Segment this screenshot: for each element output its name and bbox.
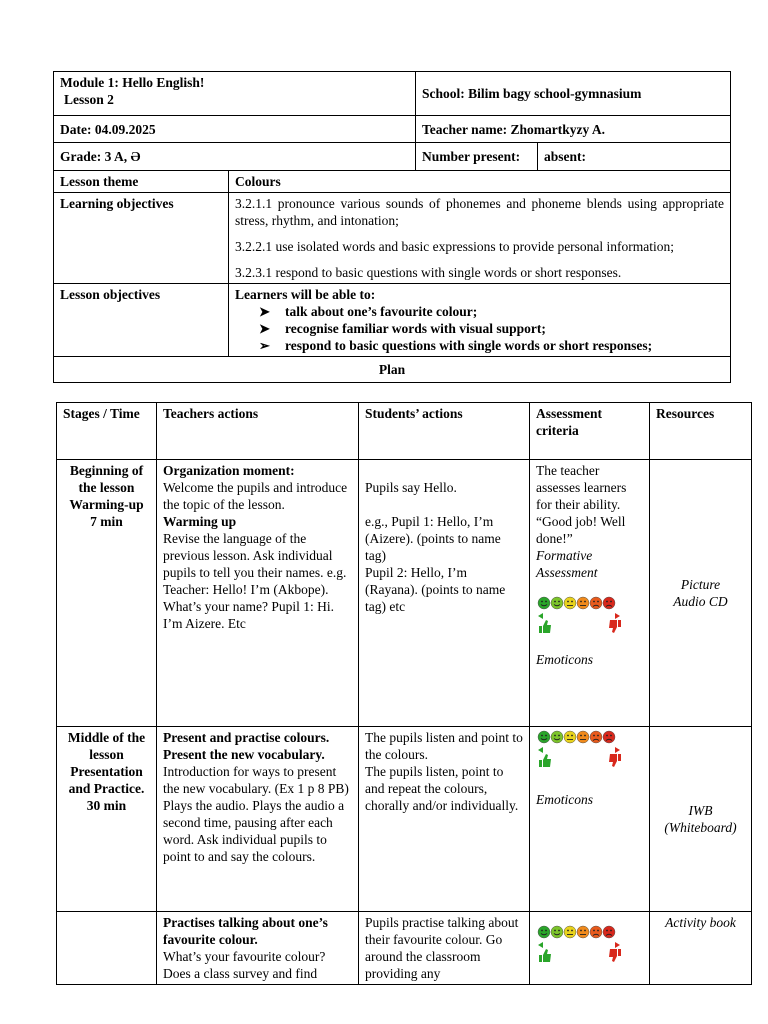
smiley-face-icon	[538, 731, 550, 743]
lesson-number: Lesson 2	[64, 92, 114, 107]
teacher-title: Present the new vocabulary.	[163, 747, 325, 762]
resources-cell	[650, 912, 752, 985]
assessment-cell	[530, 460, 650, 727]
assessment-quote: “Good job! Well done!”	[536, 514, 626, 546]
learning-objective: 3.2.1.1 pronounce various sounds of phonemes and phoneme blends using appropriate stress, rhythm, and intonation;	[235, 196, 725, 228]
lesson-objectives-label: Lesson objectives	[54, 284, 229, 357]
resources-cell	[650, 460, 752, 727]
lesson-theme-label: Lesson theme	[54, 171, 229, 193]
learning-objective: 3.2.2.1 use isolated words and basic expressions to provide personal information;	[235, 239, 675, 254]
stage-time: 30 min	[86, 798, 127, 813]
thumbs-down-icon	[609, 949, 621, 962]
emoticon-scale-icon	[536, 595, 626, 637]
smiley-face-icon	[577, 926, 589, 938]
resources-text: IWB (Whiteboard)	[664, 803, 737, 835]
stage-cell	[57, 912, 157, 985]
thumbs-up-icon	[539, 754, 551, 767]
smiley-face-icon	[551, 731, 563, 743]
learning-objective: 3.2.3.1 respond to basic questions with single words or short responses.	[235, 265, 622, 280]
lesson-objectives-list	[229, 284, 731, 357]
header-students-actions: Students’ actions	[359, 403, 530, 460]
students-text: e.g., Pupil 1: Hello, I’m (Aizere). (points to name tag)	[365, 514, 501, 563]
teacher-text: Revise the language of the previous lesson. Ask individual pupils to tell you their names. e.g. Teacher: Hello! I’m (Akbope). What’s your name? Pupil 1: Hi. I’m Aizere. Etc	[163, 531, 347, 631]
teacher-actions-cell	[157, 460, 359, 727]
table-row	[57, 727, 752, 912]
teacher-actions-cell	[157, 912, 359, 985]
plan-title: Plan	[54, 357, 731, 383]
students-text: Pupils practise talking about their favourite colour. Go around the classroom providing any	[365, 915, 519, 981]
plan-table	[56, 402, 752, 985]
students-actions-cell	[359, 727, 530, 912]
smiley-face-icon	[564, 926, 576, 938]
lesson-objective: ➤ recognise familiar words with visual support;	[259, 320, 724, 337]
lesson-theme-value: Colours	[229, 171, 731, 193]
stage-cell	[57, 460, 157, 727]
assessment-cell	[530, 912, 650, 985]
students-actions-cell	[359, 912, 530, 985]
assessment-type: Formative Assessment	[536, 548, 598, 580]
smiley-face-icon	[551, 597, 563, 609]
smiley-face-icon	[603, 731, 615, 743]
thumbs-down-icon	[609, 620, 621, 633]
assessment-text: The teacher assesses learners for their ability.	[536, 463, 627, 512]
lesson-date: Date: 04.09.2025	[54, 116, 416, 143]
emoticons-label: Emoticons	[536, 792, 593, 807]
thumbs-down-icon	[609, 754, 621, 767]
learning-objectives-label: Learning objectives	[54, 193, 229, 284]
stage-name: Middle of the lesson	[67, 730, 146, 762]
smiley-face-icon	[551, 926, 563, 938]
resources-text: Activity book	[665, 915, 736, 930]
students-text: The pupils listen and point to the colours.	[365, 730, 523, 762]
smiley-face-icon	[603, 597, 615, 609]
stage-time: 7 min	[90, 514, 123, 529]
emoticons-label: Emoticons	[536, 652, 593, 667]
objectives-intro: Learners will be able to:	[235, 287, 376, 302]
smiley-face-icon	[590, 926, 602, 938]
number-present: Number present:	[416, 143, 538, 171]
header-assessment: Assessment criteria	[530, 403, 650, 460]
teacher-text: What’s your favourite colour? Does a class survey and find	[163, 949, 326, 981]
stage-name: Beginning of the lesson	[69, 463, 144, 495]
smiley-face-icon	[603, 926, 615, 938]
stage-cell	[57, 727, 157, 912]
teacher-title: Warming up	[163, 514, 237, 529]
lesson-objective: ➤ talk about one’s favourite colour;	[259, 303, 724, 320]
learning-objectives-list	[229, 193, 731, 284]
module-title: Module 1: Hello English!	[60, 75, 205, 90]
smiley-face-icon	[538, 597, 550, 609]
smiley-face-icon	[577, 597, 589, 609]
students-text: Pupils say Hello.	[365, 480, 457, 495]
module-cell	[54, 72, 416, 116]
absent: absent:	[538, 143, 731, 171]
smiley-face-icon	[577, 731, 589, 743]
stage-part: Warming-up	[69, 497, 144, 512]
resources-text: Picture Audio CD	[673, 577, 728, 609]
teacher-title: Organization moment:	[163, 463, 295, 478]
smiley-face-icon	[564, 597, 576, 609]
smiley-face-icon	[538, 926, 550, 938]
emoticon-scale-icon	[536, 924, 626, 966]
grade: Grade: 3 A, Ə	[54, 143, 416, 171]
teacher-text: Introduction for ways to present the new vocabulary. (Ex 1 p 8 PB) Plays the audio. Plays the audio a second time, pausing after each word. Ask individual pupils to point to and say the colours.	[163, 764, 349, 864]
lesson-info-table	[53, 71, 731, 383]
thumbs-up-icon	[539, 949, 551, 962]
teacher-name: Teacher name: Zhomartkyzy A.	[416, 116, 731, 143]
teacher-title: Present and practise colours.	[163, 730, 330, 745]
stage-part: Presentation and Practice.	[68, 764, 145, 796]
assessment-cell	[530, 727, 650, 912]
thumbs-up-icon	[539, 620, 551, 633]
teacher-text: Welcome the pupils and introduce the topic of the lesson.	[163, 480, 348, 512]
header-stages: Stages / Time	[57, 403, 157, 460]
emoticon-scale-icon	[536, 729, 626, 771]
students-text: Pupil 2: Hello, I’m (Rayana). (points to name tag) etc	[365, 565, 506, 614]
resources-cell	[650, 727, 752, 912]
header-resources: Resources	[650, 403, 752, 460]
smiley-face-icon	[590, 597, 602, 609]
teacher-actions-cell	[157, 727, 359, 912]
lesson-objective: ➢ respond to basic questions with single words or short responses;	[259, 337, 724, 354]
smiley-face-icon	[564, 731, 576, 743]
header-teachers-actions: Teachers actions	[157, 403, 359, 460]
school-name: School: Bilim bagy school-gymnasium	[416, 72, 731, 116]
table-row	[57, 460, 752, 727]
students-actions-cell	[359, 460, 530, 727]
teacher-title: Practises talking about one’s favourite colour.	[163, 915, 328, 947]
smiley-face-icon	[590, 731, 602, 743]
students-text: The pupils listen, point to and repeat the colours, chorally and/or individually.	[365, 764, 519, 813]
table-row	[57, 912, 752, 985]
